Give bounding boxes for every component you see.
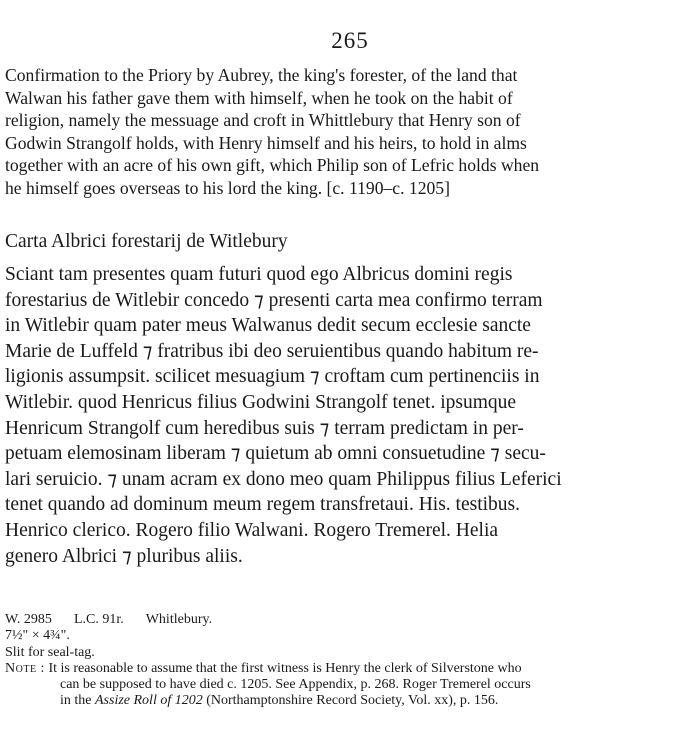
note-text: (Northamptonshire Record Society, Vol. xx), p. 156. [202, 693, 499, 709]
note-line-3 [5, 693, 695, 709]
ref-place: Whitlebury. [145, 612, 213, 627]
latin-line: Henricum Strangolf cum heredibus suis ⁊ terram predictam in per- [5, 417, 524, 439]
editorial-note [5, 661, 695, 710]
summary-line: together with an acre of his own gift, which Philip son of Lefric holds when [5, 155, 540, 176]
latin-line: ligionis assumpsit. scilicet mesuagium ⁊ croftam cum pertinenciis in [5, 366, 540, 388]
english-summary [5, 64, 693, 200]
page-number: 265 [331, 28, 369, 53]
summary-line: Godwin Strangolf holds, with Henry himself and his heirs, to hold in alms [5, 132, 527, 153]
latin-line: forestarius de Witlebir concedo ⁊ presenti carta mea confirmo terram [5, 289, 543, 311]
latin-line: Witlebir. quod Henricus filius Godwini Strangolf tenet. ipsumque [5, 391, 517, 413]
summary-line: he himself goes overseas to his lord the king. [c. 1190–c. 1205] [5, 177, 450, 198]
summary-line: Confirmation to the Priory by Aubrey, the king's forester, of the land that [5, 65, 518, 85]
ref-lc: L.C. 91r. [73, 612, 124, 627]
latin-line: tenet quando ad dominum meum regem transfretaui. His. testibus. [5, 494, 521, 516]
seal-note: Slit for seal-tag. [5, 644, 95, 660]
note-italic-title: Assize Roll of 1202 [95, 693, 203, 709]
note-text: in the [60, 693, 95, 709]
latin-line: Henrico clerico. Rogero filio Walwani. Rogero Tremerel. Helia [5, 519, 499, 541]
ref-w: W. 2985 [5, 612, 52, 627]
latin-line: lari seruicio. ⁊ unam acram ex dono meo quam Philippus filius Leferici [5, 468, 562, 490]
latin-line: genero Albrici ⁊ pluribus aliis. [5, 545, 243, 567]
note-line: can be supposed to have died c. 1205. See Appendix, p. 268. Roger Tremerel occurs [60, 677, 531, 693]
latin-text [5, 262, 695, 569]
latin-line: petuam elemosinam liberam ⁊ quietum ab omni consuetudine ⁊ secu- [5, 443, 546, 465]
summary-line: Walwan his father gave them with himself, when he took on the habit of [5, 87, 513, 108]
charter-heading: Carta Albrici forestarij de Witlebury [5, 231, 288, 252]
summary-line: religion, namely the messuage and croft in Whittlebury that Henry son of [5, 110, 521, 131]
note-line: It is reasonable to assume that the first witness is Henry the clerk of Silverstone who [48, 660, 522, 676]
dimensions: 7½" × 4¾". [5, 628, 70, 644]
reference-row [5, 612, 695, 628]
latin-line: Marie de Luffeld ⁊ fratribus ibi deo seruientibus quando habitum re- [5, 340, 539, 362]
note-label: Note : [5, 660, 45, 676]
latin-line: Sciant tam presentes quam futuri quod ego Albricus domini regis [5, 264, 513, 285]
footnotes [5, 612, 695, 710]
latin-line: in Witlebir quam pater meus Walwanus dedit secum ecclesie sancte [5, 315, 531, 337]
